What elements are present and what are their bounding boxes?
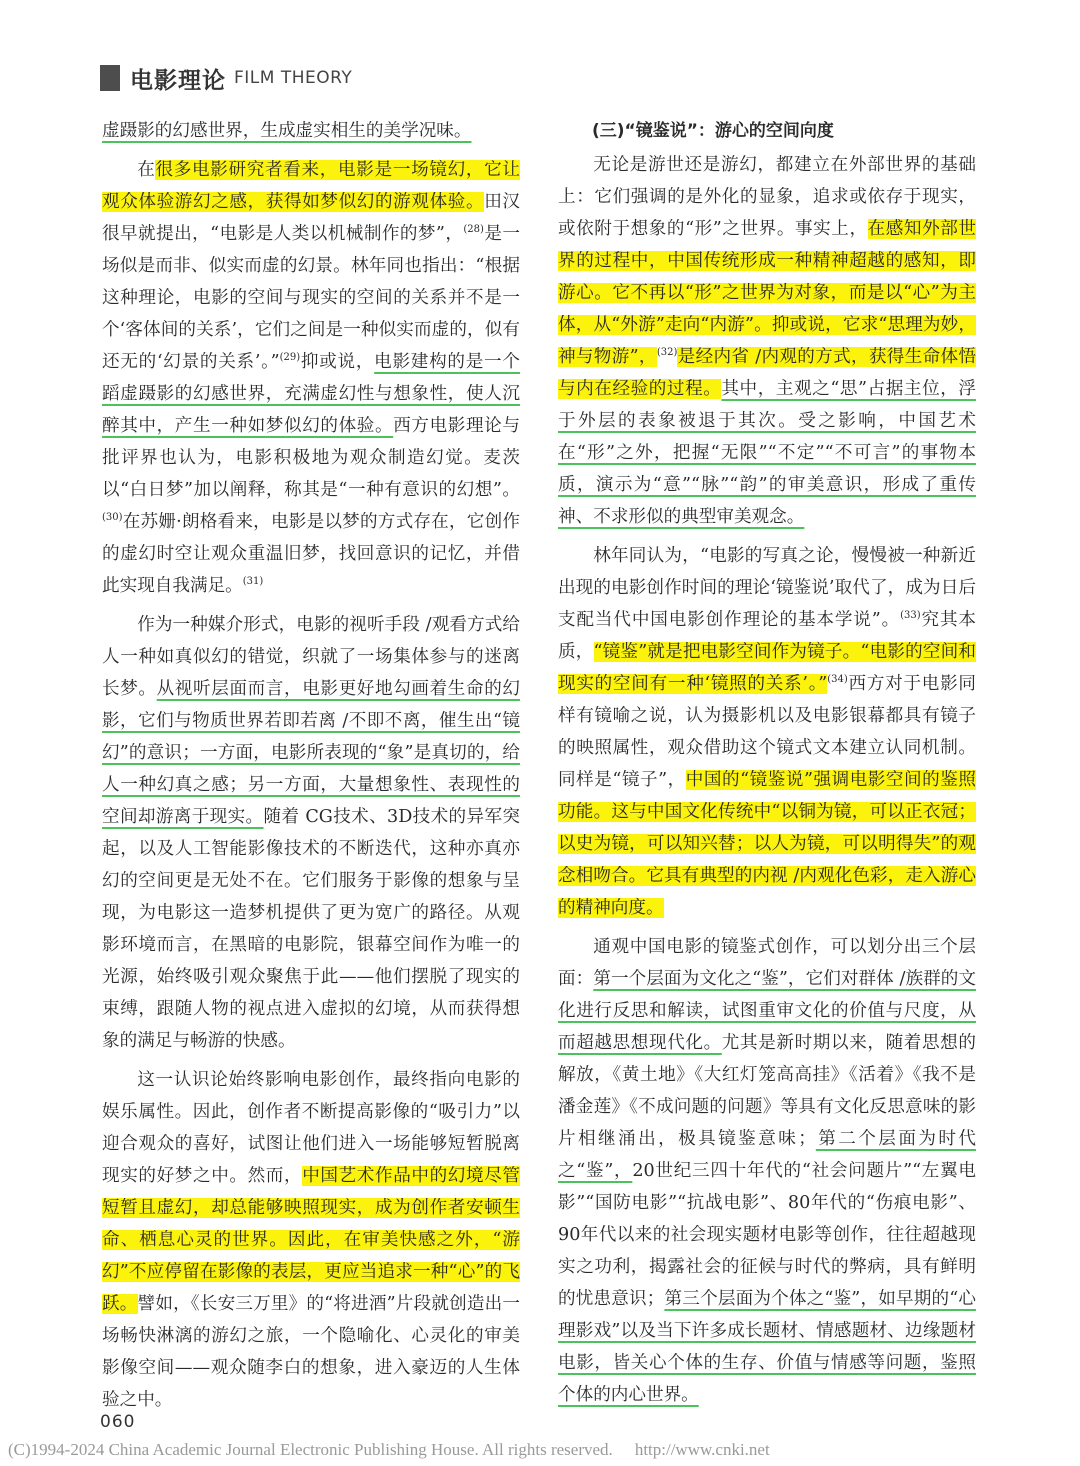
- text: 究其本质，: [558, 610, 976, 662]
- text: 尤其是新时期以来，随着思想的解放，《黄土地》《大红灯笼高高挂》《活着》《我不是潘金莲》《不成问题的问题》等具有文化反思意味的影片相继涌出，极具镜鉴意味；: [558, 1033, 976, 1149]
- footnote-ref: (30): [102, 512, 123, 524]
- text: 西方电影理论与批评界也认为，电影积极地为观众制造幻觉。麦茨以“白日梦”加以阐释，称其是“一种有意识的幻想”。: [102, 416, 520, 500]
- underlined-text: 电影建构的是一个蹈虚蹑影的幻感世界，充满虚幻性与想象性，使人沉醉其中，产生一种如梦似幻的体验。: [102, 352, 520, 436]
- underlined-text: 虚蹑影的幻感世界，生成虚实相生的美学况味。: [102, 121, 472, 141]
- highlighted-text: 在感知外部世界的过程中，中国传统形成一种精神超越的感知，即游心。它不再以“形”之世界为对象，而是以“心”为主体，从“外游”走向“内游”。抑或说，它求“思理为妙，神与物游”，: [558, 219, 976, 367]
- left-column: [102, 115, 520, 1423]
- footnote-ref: (34): [827, 674, 848, 686]
- text: 譬如，《长安三万里》的“将进酒”片段就创造出一场畅快淋漓的游幻之旅，一个隐喻化、心灵化的审美影像空间——观众随李白的想象，进入豪迈的人生体验之中。: [102, 1294, 520, 1410]
- text: 这一认识论始终影响电影创作，最终指向电影的娱乐属性。因此，创作者不断提高影像的“吸引力”以迎合观众的喜好，试图让他们进入一场能够短暂脱离现实的好梦之中。然而，: [102, 1070, 520, 1186]
- section-title-en: FILM THEORY: [234, 68, 353, 88]
- paragraph: [102, 609, 520, 1057]
- underlined-text: 其中，主观之“思”占据主位，浮于外层的表象被退于其次。受之影响，中国艺术在“形”之外，把握“无限”“不定”“不可言”的事物本质，演示为“意”“脉”“韵”的审美意识，形成了重传神、不求形似的典型审美观念。: [558, 379, 976, 527]
- highlighted-text: 是经内省 /内观的方式，获得生命体悟与内在经验的过程。: [558, 347, 976, 399]
- header-block-marker: [100, 65, 120, 91]
- section-title-cn: 电影理论: [130, 67, 226, 94]
- highlighted-text: “镜鉴”就是把电影空间作为镜子。“电影的空间和现实的空间有一种‘镜照的关系’。”: [558, 642, 976, 694]
- paragraph: [558, 540, 976, 924]
- footnote-ref: (33): [900, 610, 921, 622]
- page-number: 060: [100, 1412, 136, 1432]
- copyright-text: (C)1994-2024 China Academic Journal Electronic Publishing House. All rights reserved.: [8, 1440, 613, 1459]
- underlined-text: 从视听层面而言，电影更好地勾画着生命的幻影，它们与物质世界若即若离 /不即不离，催生出“镜幻”的意识；一方面，电影所表现的“象”是真切的，给人一种幻真之感；另一方面，大量想象性、表现性的空间却游离于现实。: [102, 679, 520, 827]
- text: 田汉很早就提出，“电影是人类以机械制作的梦”，: [102, 192, 520, 244]
- paragraph: [558, 931, 976, 1411]
- footnote-ref: (29): [279, 352, 301, 364]
- text: 在苏姗·朗格看来，电影是以梦的方式存在，它创作的虚幻时空让观众重温旧梦，找回意识的记忆，并借此实现自我满足。: [102, 512, 520, 596]
- footer-url-link[interactable]: http://www.cnki.net: [634, 1440, 770, 1459]
- text: 通观中国电影的镜鉴式创作，可以划分出三个层面：: [558, 937, 976, 989]
- paragraph: [102, 115, 520, 147]
- footnote-ref: (31): [242, 576, 264, 588]
- right-column: [558, 115, 976, 1418]
- underlined-text: 第三个层面为个体之“鉴”，如早期的“心理影戏”以及当下许多成长题材、情感题材、边缘题材电影，皆关心个体的生存、价值与情感等问题，鉴照个体的内心世界。: [558, 1289, 976, 1405]
- paragraph: [102, 1064, 520, 1416]
- subsection-heading: (三)“镜鉴说”：游心的空间向度: [592, 121, 834, 141]
- text: 林年同认为，“电影的写真之论，慢慢被一种新近出现的电影创作时间的理论‘镜鉴说’取代了，成为日后支配当代中国电影创作理论的基本学说”。: [558, 546, 976, 630]
- paragraph: [558, 149, 976, 533]
- highlighted-text: 中国的“镜鉴说”强调电影空间的鉴照功能。这与中国文化传统中“以铜为镜，可以正衣冠；以史为镜，可以知兴替；以人为镜，可以明得失”的观念相吻合。它具有典型的内视 /内观化色彩，走入游心的精神向度。: [558, 770, 976, 918]
- text: 西方对于电影同样有镜喻之说，认为摄影机以及电影银幕都具有镜子的映照属性，观众借助这个镜式文本建立认同机制。同样是“镜子”，: [558, 674, 976, 790]
- copyright-footer: [8, 1440, 770, 1460]
- paragraph: 在很多电影研究者看来，电影是一场镜幻，它让观众体验游幻之感，获得如梦似幻的游观体验。田汉很早就提出，“电影是人类以机械制作的梦”，$^{(28)}$是一场似是而非、似实而虚的幻景。林年同也指出：“根据这种理论，电影的空间与现实的空间的关系并不是一个‘客体间的关系’，它们之间是一种似实而虚的，似有还无的‘幻景的关系’。”$^{(29)}$抑或说，电影建构的是一个蹈虚蹑影的幻感世界，充满虚幻性与想象性，使人沉醉其中，产生一种如梦似幻的体验。西方电影理论与批评界也认为，电影积极地为观众制造幻觉。麦茨以“白日梦”加以阐释，称其是“一种有意识的幻想”。$^{(30)}$在苏姗·朗格看来，电影是以梦的方式存在，它创作的虚幻时空让观众重温旧梦，找回意识的记忆，并借此实现自我满足。$^{(31)}$: [102, 160, 520, 596]
- underlined-text: 第一个层面为文化之“鉴”，它们对群体 /族群的文化进行反思和解读，试图重审文化的价值与尺度，从而超越思想现代化。: [558, 969, 976, 1053]
- text: 20世纪三四十年代的“社会问题片”“左翼电影”“国防电影”“抗战电影”、80年代的“伤痕电影”、90年代以来的社会现实题材电影等创作，往往超越现实之功利，揭露社会的征候与时代的弊病，具有鲜明的忧患意识；: [558, 1161, 976, 1309]
- text: 是一场似是而非、似实而虚的幻景。林年同也指出：“根据这种理论，电影的空间与现实的空间的关系并不是一个‘客体间的关系’，它们之间是一种似实而虚的，似有还无的‘幻景的关系’。”: [102, 224, 520, 372]
- section-header: [100, 58, 352, 98]
- text: 随着 CG技术、3D技术的异军突起，以及人工智能影像技术的不断迭代，这种亦真亦幻的空间更是无处不在。它们服务于影像的想象与呈现，为电影这一造梦机提供了更为宽广的路径。从观影环境而言，在黑暗的电影院，银幕空间作为唯一的光源，始终吸引观众聚焦于此——他们摆脱了现实的束缚，跟随人物的视点进入虚拟的幻境，从而获得想象的满足与畅游的快感。: [102, 807, 520, 1051]
- text: 作为一种媒介形式，电影的视听手段 /观看方式给人一种如真似幻的错觉，织就了一场集体参与的迷离长梦。: [102, 615, 520, 699]
- footnote-ref: (28): [463, 224, 484, 236]
- footnote-ref: (32): [656, 347, 678, 359]
- highlighted-text: 中国艺术作品中的幻境尽管短暂且虚幻，却总能够映照现实，成为创作者安顿生命、栖息心灵的世界。因此，在审美快感之外，“游幻”不应停留在影像的表层，更应当追求一种“心”的飞跃。: [102, 1166, 520, 1314]
- text: 抑或说，: [300, 352, 375, 372]
- highlighted-text: 很多电影研究者看来，电影是一场镜幻，它让观众体验游幻之感，获得如梦似幻的游观体验。: [102, 160, 520, 212]
- underlined-text: 第二个层面为时代之“鉴”，: [558, 1129, 976, 1181]
- text: 无论是游世还是游幻，都建立在外部世界的基础上：它们强调的是外化的显象，追求或依存于现实，或依附于想象的“形”之世界。事实上，: [558, 155, 976, 239]
